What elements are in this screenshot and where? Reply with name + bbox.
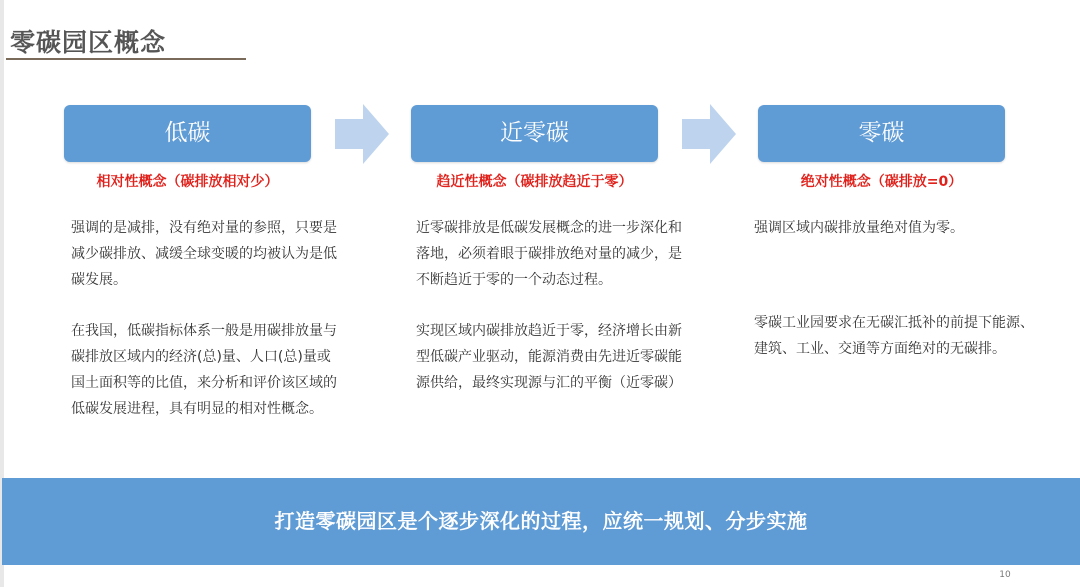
title-underline <box>6 58 246 60</box>
zero-carbon-paragraph-2: 零碳工业园要求在无碳汇抵补的前提下能源、建筑、工业、交通等方面绝对的无碳排。 <box>754 315 1034 357</box>
low-carbon-paragraph-2: 在我国，低碳指标体系一般是用碳排放量与碳排放区域内的经济(总)量、人口(总)量或国土面积等的比值，来分析和评价该区域的低碳发展进程，具有明显的相对性概念。 <box>71 323 337 417</box>
zero-carbon-paragraph-1: 强调区域内碳排放量绝对值为零。 <box>754 220 964 236</box>
stage-box-zero-carbon: 零碳 <box>758 105 1005 162</box>
stage-subtitle-low-carbon: 相对性概念（碳排放相对少） <box>96 174 279 190</box>
slide-title: 零碳园区概念 <box>10 28 167 57</box>
near-zero-carbon-paragraph-2: 实现区域内碳排放趋近于零，经济增长由新型低碳产业驱动，能源消费由先进近零碳能源供给，最终实现源与汇的平衡（近零碳） <box>416 323 682 391</box>
low-carbon-paragraph-1: 强调的是减排，没有绝对量的参照，只要是减少碳排放、减缓全球变暖的均被认为是低碳发展。 <box>71 220 337 288</box>
right-arrow-icon <box>682 104 736 164</box>
near-zero-carbon-paragraph-1: 近零碳排放是低碳发展概念的进一步深化和落地，必须着眼于碳排放绝对量的减少，是不断趋近于零的一个动态过程。 <box>416 220 682 288</box>
stage-subtitle-near-zero-carbon: 趋近性概念（碳排放趋近于零） <box>436 174 633 190</box>
right-arrow-icon <box>335 104 389 164</box>
stage-box-near-zero-carbon: 近零碳 <box>411 105 658 162</box>
page-number: 10 <box>999 570 1011 580</box>
summary-banner: 打造零碳园区是个逐步深化的过程，应统一规划、分步实施 <box>2 478 1080 565</box>
stage-subtitle-zero-carbon: 绝对性概念（碳排放=0） <box>800 174 963 190</box>
stage-box-low-carbon: 低碳 <box>64 105 311 162</box>
